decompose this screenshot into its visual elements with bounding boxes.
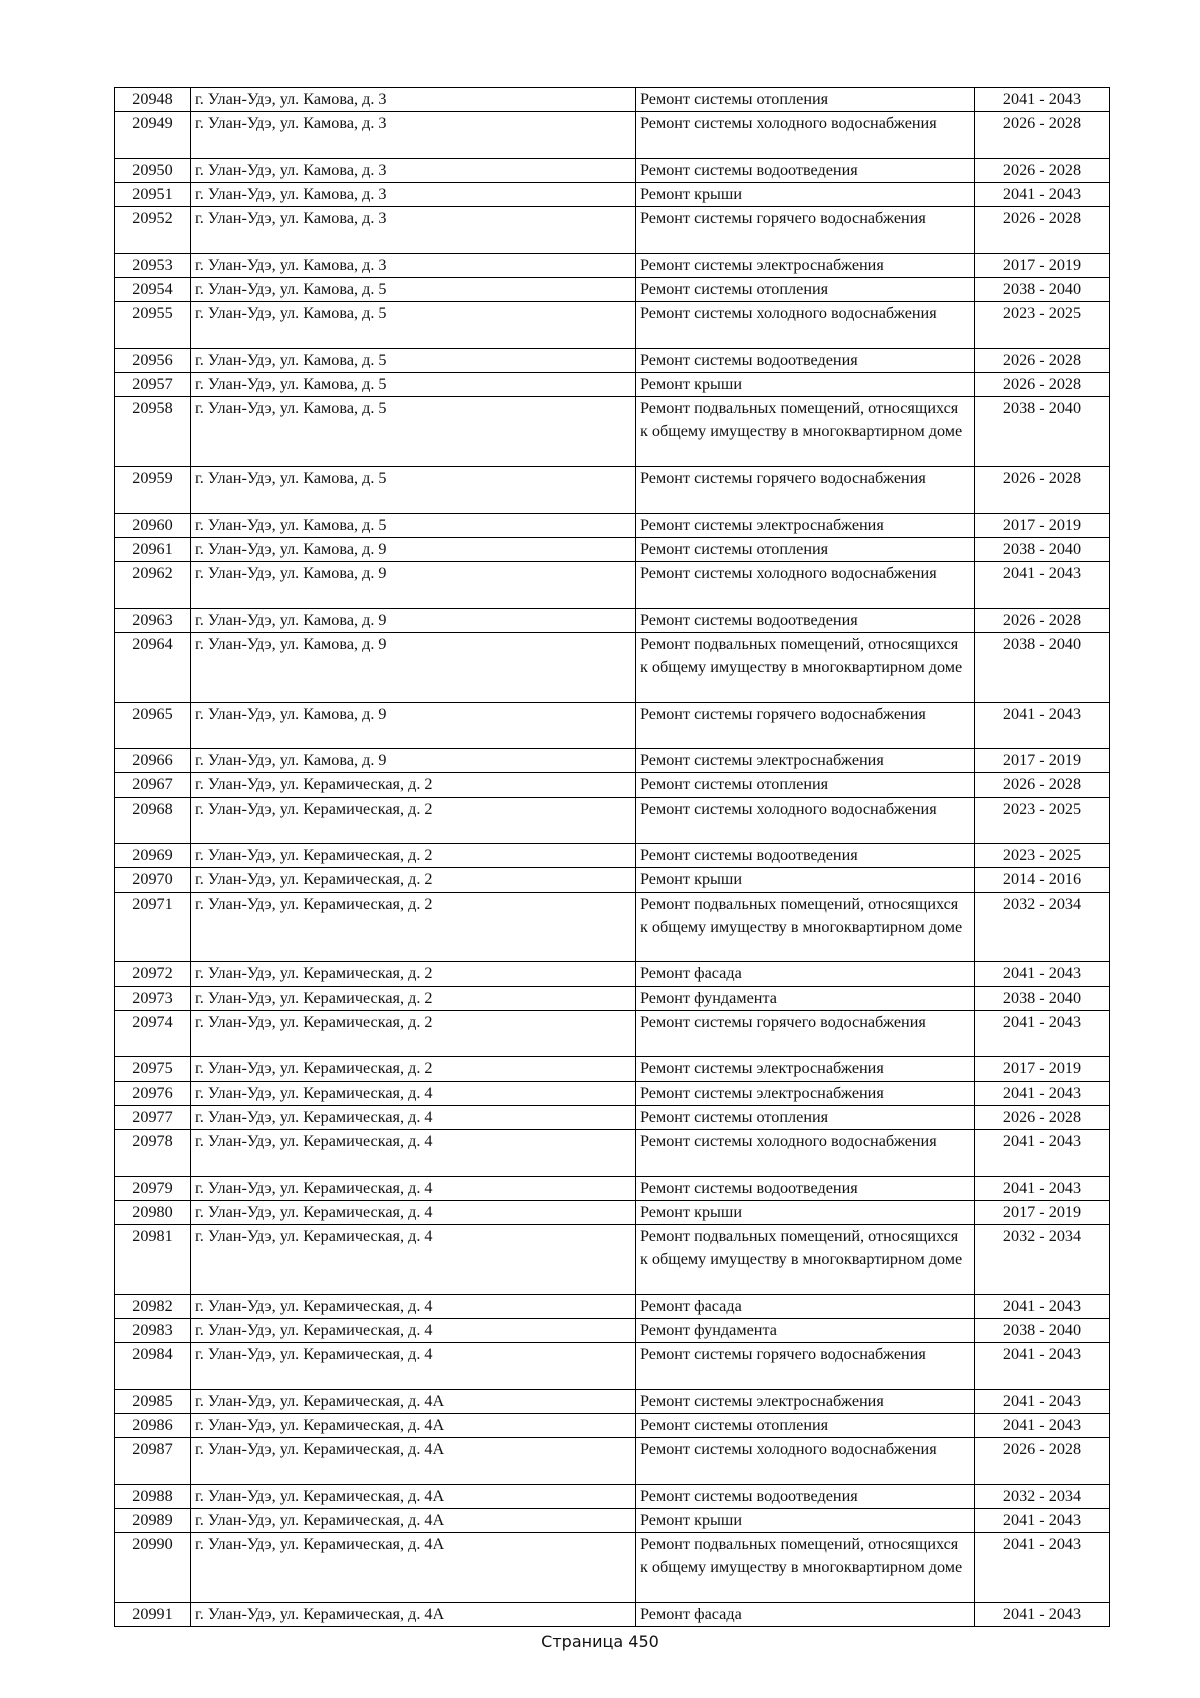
work-type-cell: Ремонт системы холодного водоснабжения (636, 1438, 975, 1485)
registry-table (114, 87, 1110, 1627)
table-row (115, 348, 1110, 372)
row-number-cell: 20957 (115, 373, 191, 397)
row-number-cell: 20982 (115, 1294, 191, 1318)
period-cell: 2041 - 2043 (975, 1509, 1110, 1533)
table-row (115, 183, 1110, 207)
row-number-cell: 20950 (115, 158, 191, 182)
period-cell: 2041 - 2043 (975, 1389, 1110, 1413)
period-cell: 2017 - 2019 (975, 1057, 1110, 1081)
work-type-cell: Ремонт подвальных помещений, относящихся к общему имуществу в многоквартирном доме (636, 632, 975, 702)
address-cell: г. Улан-Удэ, ул. Керамическая, д. 4А (191, 1484, 636, 1508)
row-number-cell: 20968 (115, 797, 191, 844)
period-cell: 2017 - 2019 (975, 749, 1110, 773)
table-row (115, 88, 1110, 112)
period-cell: 2041 - 2043 (975, 1294, 1110, 1318)
period-cell: 2038 - 2040 (975, 632, 1110, 702)
address-cell: г. Улан-Удэ, ул. Керамическая, д. 4 (191, 1319, 636, 1343)
row-number-cell: 20978 (115, 1130, 191, 1177)
period-cell: 2017 - 2019 (975, 253, 1110, 277)
address-cell: г. Улан-Удэ, ул. Камова, д. 5 (191, 348, 636, 372)
address-cell: г. Улан-Удэ, ул. Керамическая, д. 4 (191, 1225, 636, 1295)
period-cell: 2038 - 2040 (975, 537, 1110, 561)
table-row (115, 158, 1110, 182)
period-cell: 2026 - 2028 (975, 1438, 1110, 1485)
work-type-cell: Ремонт подвальных помещений, относящихся к общему имуществу в многоквартирном доме (636, 892, 975, 962)
table-row (115, 562, 1110, 609)
table-row (115, 1176, 1110, 1200)
work-type-cell: Ремонт системы холодного водоснабжения (636, 302, 975, 349)
row-number-cell: 20987 (115, 1438, 191, 1485)
work-type-cell: Ремонт системы отопления (636, 88, 975, 112)
address-cell: г. Улан-Удэ, ул. Камова, д. 9 (191, 537, 636, 561)
work-type-cell: Ремонт системы холодного водоснабжения (636, 797, 975, 844)
table-row (115, 1010, 1110, 1057)
row-number-cell: 20970 (115, 868, 191, 892)
row-number-cell: 20953 (115, 253, 191, 277)
row-number-cell: 20972 (115, 962, 191, 986)
work-type-cell: Ремонт системы электроснабжения (636, 513, 975, 537)
work-type-cell: Ремонт системы водоотведения (636, 844, 975, 868)
table-row (115, 844, 1110, 868)
row-number-cell: 20991 (115, 1603, 191, 1627)
work-type-cell: Ремонт крыши (636, 183, 975, 207)
period-cell: 2026 - 2028 (975, 608, 1110, 632)
address-cell: г. Улан-Удэ, ул. Керамическая, д. 4 (191, 1105, 636, 1129)
work-type-cell: Ремонт системы электроснабжения (636, 1057, 975, 1081)
table-row (115, 112, 1110, 159)
work-type-cell: Ремонт крыши (636, 868, 975, 892)
table-row (115, 892, 1110, 962)
work-type-cell: Ремонт крыши (636, 1509, 975, 1533)
address-cell: г. Улан-Удэ, ул. Керамическая, д. 4А (191, 1603, 636, 1627)
table-row (115, 608, 1110, 632)
table-row (115, 1057, 1110, 1081)
address-cell: г. Улан-Удэ, ул. Камова, д. 9 (191, 608, 636, 632)
address-cell: г. Улан-Удэ, ул. Камова, д. 3 (191, 253, 636, 277)
address-cell: г. Улан-Удэ, ул. Камова, д. 9 (191, 702, 636, 749)
address-cell: г. Улан-Удэ, ул. Керамическая, д. 4А (191, 1414, 636, 1438)
work-type-cell: Ремонт системы горячего водоснабжения (636, 1010, 975, 1057)
row-number-cell: 20954 (115, 278, 191, 302)
row-number-cell: 20969 (115, 844, 191, 868)
period-cell: 2026 - 2028 (975, 1105, 1110, 1129)
period-cell: 2023 - 2025 (975, 797, 1110, 844)
address-cell: г. Улан-Удэ, ул. Камова, д. 9 (191, 562, 636, 609)
row-number-cell: 20975 (115, 1057, 191, 1081)
period-cell: 2038 - 2040 (975, 397, 1110, 467)
work-type-cell: Ремонт системы отопления (636, 1105, 975, 1129)
row-number-cell: 20966 (115, 749, 191, 773)
row-number-cell: 20973 (115, 986, 191, 1010)
row-number-cell: 20952 (115, 207, 191, 254)
table-row (115, 1130, 1110, 1177)
table-row (115, 1509, 1110, 1533)
address-cell: г. Улан-Удэ, ул. Керамическая, д. 2 (191, 892, 636, 962)
table-row (115, 962, 1110, 986)
work-type-cell: Ремонт системы холодного водоснабжения (636, 1130, 975, 1177)
work-type-cell: Ремонт системы холодного водоснабжения (636, 562, 975, 609)
period-cell: 2041 - 2043 (975, 1603, 1110, 1627)
address-cell: г. Улан-Удэ, ул. Камова, д. 5 (191, 397, 636, 467)
address-cell: г. Улан-Удэ, ул. Керамическая, д. 4 (191, 1294, 636, 1318)
address-cell: г. Улан-Удэ, ул. Керамическая, д. 4 (191, 1130, 636, 1177)
work-type-cell: Ремонт системы горячего водоснабжения (636, 467, 975, 514)
address-cell: г. Улан-Удэ, ул. Камова, д. 3 (191, 183, 636, 207)
table-row (115, 467, 1110, 514)
row-number-cell: 20976 (115, 1081, 191, 1105)
address-cell: г. Улан-Удэ, ул. Керамическая, д. 4А (191, 1389, 636, 1413)
row-number-cell: 20971 (115, 892, 191, 962)
table-row (115, 513, 1110, 537)
period-cell: 2041 - 2043 (975, 88, 1110, 112)
period-cell: 2026 - 2028 (975, 467, 1110, 514)
registry-table-body (115, 88, 1110, 1627)
address-cell: г. Улан-Удэ, ул. Керамическая, д. 2 (191, 1057, 636, 1081)
period-cell: 2041 - 2043 (975, 1130, 1110, 1177)
period-cell: 2041 - 2043 (975, 183, 1110, 207)
table-row (115, 537, 1110, 561)
work-type-cell: Ремонт системы электроснабжения (636, 253, 975, 277)
period-cell: 2026 - 2028 (975, 348, 1110, 372)
work-type-cell: Ремонт фундамента (636, 986, 975, 1010)
address-cell: г. Улан-Удэ, ул. Камова, д. 5 (191, 373, 636, 397)
work-type-cell: Ремонт системы горячего водоснабжения (636, 1343, 975, 1390)
table-row (115, 868, 1110, 892)
address-cell: г. Улан-Удэ, ул. Керамическая, д. 2 (191, 773, 636, 797)
address-cell: г. Улан-Удэ, ул. Керамическая, д. 4 (191, 1176, 636, 1200)
period-cell: 2041 - 2043 (975, 1414, 1110, 1438)
row-number-cell: 20981 (115, 1225, 191, 1295)
row-number-cell: 20963 (115, 608, 191, 632)
table-row (115, 1343, 1110, 1390)
row-number-cell: 20959 (115, 467, 191, 514)
work-type-cell: Ремонт крыши (636, 373, 975, 397)
row-number-cell: 20985 (115, 1389, 191, 1413)
address-cell: г. Улан-Удэ, ул. Камова, д. 9 (191, 632, 636, 702)
work-type-cell: Ремонт крыши (636, 1200, 975, 1224)
row-number-cell: 20951 (115, 183, 191, 207)
address-cell: г. Улан-Удэ, ул. Керамическая, д. 4 (191, 1081, 636, 1105)
row-number-cell: 20962 (115, 562, 191, 609)
row-number-cell: 20990 (115, 1533, 191, 1603)
work-type-cell: Ремонт системы горячего водоснабжения (636, 702, 975, 749)
row-number-cell: 20955 (115, 302, 191, 349)
table-row (115, 278, 1110, 302)
table-row (115, 253, 1110, 277)
work-type-cell: Ремонт фасада (636, 1294, 975, 1318)
period-cell: 2017 - 2019 (975, 513, 1110, 537)
address-cell: г. Улан-Удэ, ул. Керамическая, д. 2 (191, 1010, 636, 1057)
table-row (115, 749, 1110, 773)
table-row (115, 1414, 1110, 1438)
table-row (115, 1438, 1110, 1485)
row-number-cell: 20988 (115, 1484, 191, 1508)
work-type-cell: Ремонт системы отопления (636, 773, 975, 797)
period-cell: 2041 - 2043 (975, 1533, 1110, 1603)
row-number-cell: 20984 (115, 1343, 191, 1390)
address-cell: г. Улан-Удэ, ул. Керамическая, д. 4А (191, 1438, 636, 1485)
row-number-cell: 20967 (115, 773, 191, 797)
period-cell: 2026 - 2028 (975, 158, 1110, 182)
row-number-cell: 20977 (115, 1105, 191, 1129)
row-number-cell: 20960 (115, 513, 191, 537)
work-type-cell: Ремонт системы холодного водоснабжения (636, 112, 975, 159)
table-row (115, 1533, 1110, 1603)
row-number-cell: 20949 (115, 112, 191, 159)
table-row (115, 702, 1110, 749)
row-number-cell: 20974 (115, 1010, 191, 1057)
address-cell: г. Улан-Удэ, ул. Керамическая, д. 2 (191, 844, 636, 868)
work-type-cell: Ремонт системы электроснабжения (636, 1389, 975, 1413)
work-type-cell: Ремонт фасада (636, 962, 975, 986)
period-cell: 2023 - 2025 (975, 844, 1110, 868)
table-row (115, 1319, 1110, 1343)
row-number-cell: 20965 (115, 702, 191, 749)
period-cell: 2032 - 2034 (975, 892, 1110, 962)
table-row (115, 302, 1110, 349)
address-cell: г. Улан-Удэ, ул. Керамическая, д. 2 (191, 797, 636, 844)
table-row (115, 1484, 1110, 1508)
address-cell: г. Улан-Удэ, ул. Керамическая, д. 4А (191, 1533, 636, 1603)
row-number-cell: 20961 (115, 537, 191, 561)
period-cell: 2038 - 2040 (975, 1319, 1110, 1343)
period-cell: 2026 - 2028 (975, 373, 1110, 397)
table-row (115, 1081, 1110, 1105)
table-row (115, 1105, 1110, 1129)
row-number-cell: 20986 (115, 1414, 191, 1438)
work-type-cell: Ремонт фундамента (636, 1319, 975, 1343)
address-cell: г. Улан-Удэ, ул. Керамическая, д. 2 (191, 962, 636, 986)
address-cell: г. Улан-Удэ, ул. Камова, д. 9 (191, 749, 636, 773)
address-cell: г. Улан-Удэ, ул. Камова, д. 3 (191, 207, 636, 254)
address-cell: г. Улан-Удэ, ул. Камова, д. 5 (191, 302, 636, 349)
work-type-cell: Ремонт подвальных помещений, относящихся к общему имуществу в многоквартирном доме (636, 397, 975, 467)
work-type-cell: Ремонт системы горячего водоснабжения (636, 207, 975, 254)
period-cell: 2041 - 2043 (975, 1343, 1110, 1390)
work-type-cell: Ремонт системы электроснабжения (636, 749, 975, 773)
period-cell: 2038 - 2040 (975, 278, 1110, 302)
period-cell: 2026 - 2028 (975, 112, 1110, 159)
address-cell: г. Улан-Удэ, ул. Керамическая, д. 4 (191, 1200, 636, 1224)
work-type-cell: Ремонт системы отопления (636, 537, 975, 561)
work-type-cell: Ремонт системы водоотведения (636, 608, 975, 632)
work-type-cell: Ремонт системы электроснабжения (636, 1081, 975, 1105)
work-type-cell: Ремонт подвальных помещений, относящихся к общему имуществу в многоквартирном доме (636, 1533, 975, 1603)
period-cell: 2023 - 2025 (975, 302, 1110, 349)
table-row (115, 373, 1110, 397)
row-number-cell: 20964 (115, 632, 191, 702)
period-cell: 2041 - 2043 (975, 562, 1110, 609)
work-type-cell: Ремонт подвальных помещений, относящихся к общему имуществу в многоквартирном доме (636, 1225, 975, 1295)
period-cell: 2032 - 2034 (975, 1225, 1110, 1295)
address-cell: г. Улан-Удэ, ул. Камова, д. 5 (191, 513, 636, 537)
address-cell: г. Улан-Удэ, ул. Камова, д. 5 (191, 278, 636, 302)
period-cell: 2017 - 2019 (975, 1200, 1110, 1224)
table-row (115, 1603, 1110, 1627)
period-cell: 2041 - 2043 (975, 1010, 1110, 1057)
work-type-cell: Ремонт системы отопления (636, 1414, 975, 1438)
address-cell: г. Улан-Удэ, ул. Камова, д. 3 (191, 158, 636, 182)
address-cell: г. Улан-Удэ, ул. Камова, д. 3 (191, 112, 636, 159)
table-row (115, 1200, 1110, 1224)
table-row (115, 1225, 1110, 1295)
work-type-cell: Ремонт системы водоотведения (636, 348, 975, 372)
period-cell: 2026 - 2028 (975, 773, 1110, 797)
table-row (115, 632, 1110, 702)
row-number-cell: 20948 (115, 88, 191, 112)
row-number-cell: 20956 (115, 348, 191, 372)
table-row (115, 397, 1110, 467)
table-row (115, 986, 1110, 1010)
address-cell: г. Улан-Удэ, ул. Камова, д. 3 (191, 88, 636, 112)
work-type-cell: Ремонт системы водоотведения (636, 158, 975, 182)
row-number-cell: 20983 (115, 1319, 191, 1343)
work-type-cell: Ремонт системы водоотведения (636, 1176, 975, 1200)
row-number-cell: 20958 (115, 397, 191, 467)
period-cell: 2026 - 2028 (975, 207, 1110, 254)
period-cell: 2041 - 2043 (975, 702, 1110, 749)
row-number-cell: 20989 (115, 1509, 191, 1533)
address-cell: г. Улан-Удэ, ул. Керамическая, д. 4 (191, 1343, 636, 1390)
table-row (115, 797, 1110, 844)
table-row (115, 1294, 1110, 1318)
address-cell: г. Улан-Удэ, ул. Керамическая, д. 2 (191, 986, 636, 1010)
period-cell: 2032 - 2034 (975, 1484, 1110, 1508)
period-cell: 2041 - 2043 (975, 1176, 1110, 1200)
table-row (115, 1389, 1110, 1413)
period-cell: 2041 - 2043 (975, 962, 1110, 986)
address-cell: г. Улан-Удэ, ул. Керамическая, д. 4А (191, 1509, 636, 1533)
period-cell: 2041 - 2043 (975, 1081, 1110, 1105)
table-row (115, 207, 1110, 254)
address-cell: г. Улан-Удэ, ул. Керамическая, д. 2 (191, 868, 636, 892)
work-type-cell: Ремонт фасада (636, 1603, 975, 1627)
table-row (115, 773, 1110, 797)
page-number: Страница 450 (541, 1632, 659, 1651)
work-type-cell: Ремонт системы водоотведения (636, 1484, 975, 1508)
row-number-cell: 20980 (115, 1200, 191, 1224)
work-type-cell: Ремонт системы отопления (636, 278, 975, 302)
address-cell: г. Улан-Удэ, ул. Камова, д. 5 (191, 467, 636, 514)
period-cell: 2014 - 2016 (975, 868, 1110, 892)
row-number-cell: 20979 (115, 1176, 191, 1200)
period-cell: 2038 - 2040 (975, 986, 1110, 1010)
